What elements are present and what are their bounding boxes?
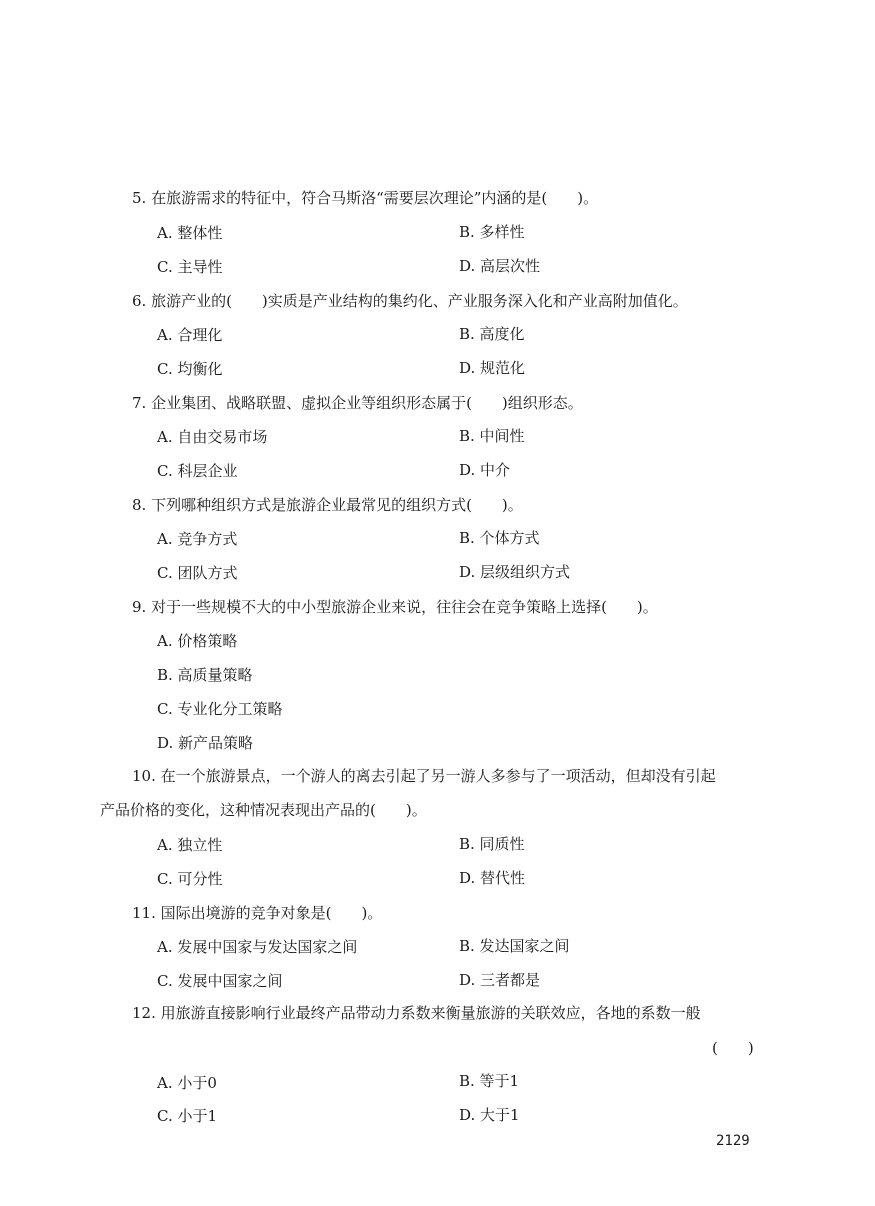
question-8-stem: 8. 下列哪种组织方式是旅游企业最常见的组织方式( )。 [132, 496, 523, 514]
question-6-option-c: C. 均衡化 [157, 360, 223, 378]
question-7-option-d: D. 中介 [459, 461, 511, 479]
question-8-option-c: C. 团队方式 [157, 564, 238, 582]
question-12-option-c: C. 小于1 [157, 1107, 218, 1125]
question-12-option-b: B. 等于1 [459, 1072, 520, 1090]
question-8-option-d: D. 层级组织方式 [459, 563, 571, 581]
question-5-option-a: A. 整体性 [157, 224, 223, 242]
question-11-option-a: A. 发展中国家与发达国家之间 [157, 938, 358, 956]
question-12-option-a: A. 小于0 [157, 1074, 217, 1092]
question-10-option-b: B. 同质性 [459, 835, 525, 853]
question-10-option-c: C. 可分性 [157, 870, 223, 888]
question-11-option-d: D. 三者都是 [459, 971, 541, 989]
page-number: 2129 [716, 1133, 750, 1149]
question-7-option-a: A. 自由交易市场 [157, 428, 268, 446]
question-5-option-d: D. 高层次性 [459, 257, 541, 275]
question-7-stem: 7. 企业集团、战略联盟、虚拟企业等组织形态属于( )组织形态。 [132, 394, 583, 412]
question-6-stem: 6. 旅游产业的( )实质是产业结构的集约化、产业服务深入化和产业高附加值化。 [132, 292, 688, 310]
question-8-option-b: B. 个体方式 [459, 529, 540, 547]
question-12-answer-blank: ( ) [712, 1039, 754, 1057]
question-6-option-a: A. 合理化 [157, 326, 223, 344]
question-9-stem: 9. 对于一些规模不大的中小型旅游企业来说，往往会在竞争策略上选择( )。 [132, 598, 658, 616]
question-10-stem-line-1: 10. 在一个旅游景点，一个游人的离去引起了另一游人多参与了一项活动，但却没有引起 [132, 767, 716, 785]
question-10-option-d: D. 替代性 [459, 869, 526, 887]
question-10-option-a: A. 独立性 [157, 836, 223, 854]
question-7-option-c: C. 科层企业 [157, 462, 238, 480]
question-9-option-c: C. 专业化分工策略 [157, 700, 283, 718]
question-12-option-d: D. 大于1 [459, 1106, 520, 1124]
question-5-option-c: C. 主导性 [157, 258, 223, 276]
question-11-stem: 11. 国际出境游的竞争对象是( )。 [132, 904, 383, 922]
question-5-stem: 5. 在旅游需求的特征中，符合马斯洛“需要层次理论”内涵的是( )。 [132, 189, 599, 207]
question-10-stem-line-2: 产品价格的变化，这种情况表现出产品的( )。 [100, 801, 427, 819]
question-7-option-b: B. 中间性 [459, 427, 525, 445]
question-9-option-b: B. 高质量策略 [157, 666, 253, 684]
question-11-option-b: B. 发达国家之间 [459, 937, 570, 955]
question-6-option-b: B. 高度化 [459, 325, 525, 343]
question-12-stem: 12. 用旅游直接影响行业最终产品带动力系数来衡量旅游的关联效应，各地的系数一般 [132, 1004, 701, 1022]
question-8-option-a: A. 竞争方式 [157, 530, 238, 548]
question-11-option-c: C. 发展中国家之间 [157, 972, 283, 990]
question-5-option-b: B. 多样性 [459, 223, 525, 241]
question-6-option-d: D. 规范化 [459, 359, 526, 377]
question-9-option-a: A. 价格策略 [157, 632, 238, 650]
question-9-option-d: D. 新产品策略 [157, 734, 254, 752]
